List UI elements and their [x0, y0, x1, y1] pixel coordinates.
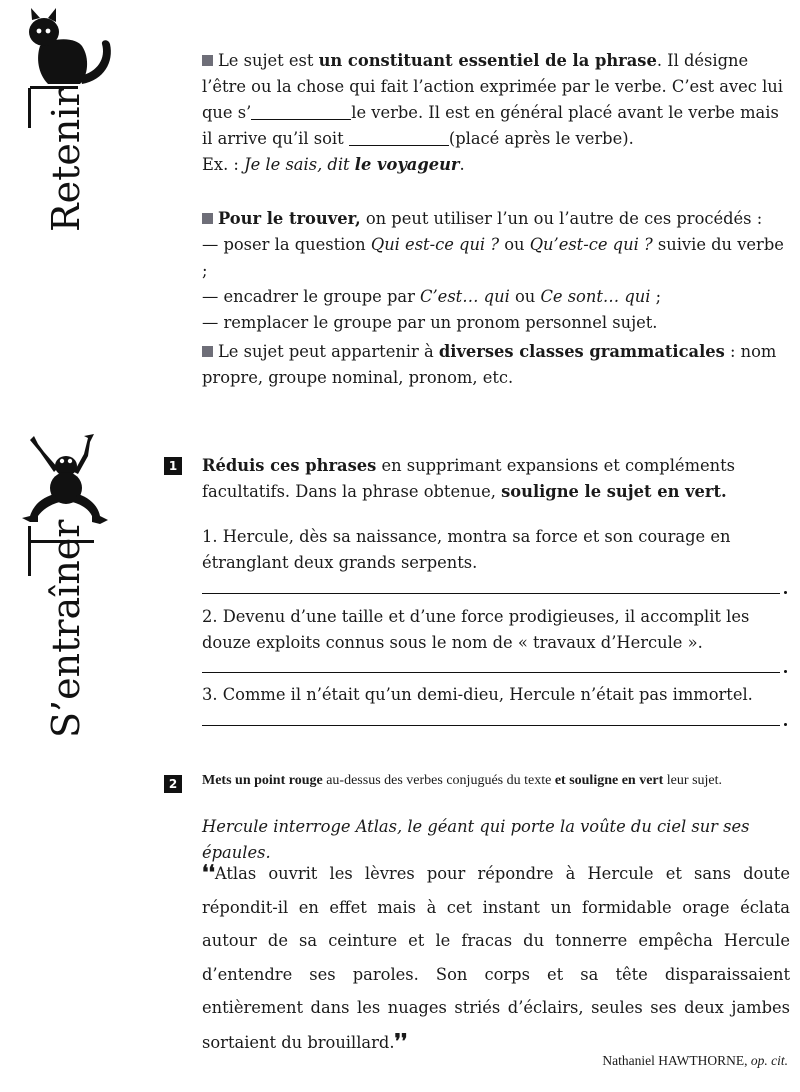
bullet-square-icon [202, 213, 213, 224]
frog-icon [18, 432, 110, 530]
retenir-paragraph-3: Le sujet peut appartenir à diverses classes grammaticales : nom propre, groupe nominal, pronom, etc. [202, 342, 777, 387]
sentrainer-vertical-bar [28, 526, 31, 576]
exercise-1-item-1: 1. Hercule, dès sa naissance, montra sa force et son courage en étranglant deux grands serpents. [202, 527, 731, 572]
source-author: Nathaniel HAWTHORNE [602, 1053, 745, 1068]
exercise-2-intro: Hercule interroge Atlas, le géant qui porte la voûte du ciel sur ses épaules. [202, 817, 750, 862]
line-end-dot [784, 591, 787, 594]
answer-line-2[interactable] [202, 672, 780, 673]
answer-line-3[interactable] [202, 725, 780, 726]
bullet-square-icon [202, 55, 213, 66]
answer-line-1[interactable] [202, 593, 780, 594]
exercise-number-1: 1 [164, 457, 182, 475]
exercise-2-text: ❛❛Atlas ouvrit les lèvres pour répondre à Hercule et sans doute répondit-il en effet mais à cet instant un formidable orage éclata autour de sa ceinture et le fracas du tonnerre empêcha Hercule d’entendre ses paroles. Son corps et sa tête disparaissaient entièrement dans les nuages striés d’éclairs, seules ses deux jambes sortaient du brouillard.❜❜ [202, 860, 790, 1053]
retenir-vertical-bar [28, 88, 31, 128]
bullet-square-icon [202, 346, 213, 357]
section-title-retenir: Retenir [44, 88, 88, 232]
close-quote-mark: ❜❜ [394, 1028, 408, 1053]
retenir-paragraph-1: Le sujet est un constituant essentiel de la phrase. Il désigne l’être ou la chose qui fait l’action exprimée par le verbe. C’est avec lui que s’ le verbe. Il est en général placé avant le verbe mais il arrive qu’il soit (placé après le verbe). Ex. : Je le sais, dit le voyageur. [202, 51, 783, 174]
open-quote-mark: ❛❛ [202, 860, 215, 884]
line-end-dot [784, 723, 787, 726]
exercise-1-instructions: Réduis ces phrases en supprimant expansions et compléments facultatifs. Dans la phrase obtenue, souligne le sujet en vert. [202, 456, 736, 501]
retenir-paragraph-2: Pour le trouver, on peut utiliser l’un ou l’autre de ces procédés : — poser la question Qui est-ce qui ? ou Qu’est-ce qui ? suivie du verbe ; — encadrer le groupe par C’est… qui ou Ce sont… qui ; — remplacer le groupe par un pronom personnel sujet. [202, 209, 784, 332]
source-reference: op. cit. [750, 1053, 788, 1068]
section-title-sentrainer: S’entraîner [44, 519, 88, 738]
exercise-number-2: 2 [164, 775, 182, 793]
line-end-dot [784, 670, 787, 673]
fill-blank-1[interactable] [251, 105, 351, 120]
exercise-1-item-3: 3. Comme il n’était qu’un demi-dieu, Hercule n’était pas immortel. [202, 685, 753, 704]
exercise-2-instructions: Mets un point rouge au-dessus des verbes conjugués du texte et souligne en vert leur sujet. [202, 773, 723, 788]
fill-blank-2[interactable] [349, 131, 449, 146]
cat-icon [18, 6, 118, 88]
exercise-1-item-2: 2. Devenu d’une taille et d’une force prodigieuses, il accomplit les douze exploits connus sous le nom de « travaux d’Hercule ». [202, 607, 750, 652]
text-source: Nathaniel HAWTHORNE, op. cit. [602, 1053, 788, 1068]
